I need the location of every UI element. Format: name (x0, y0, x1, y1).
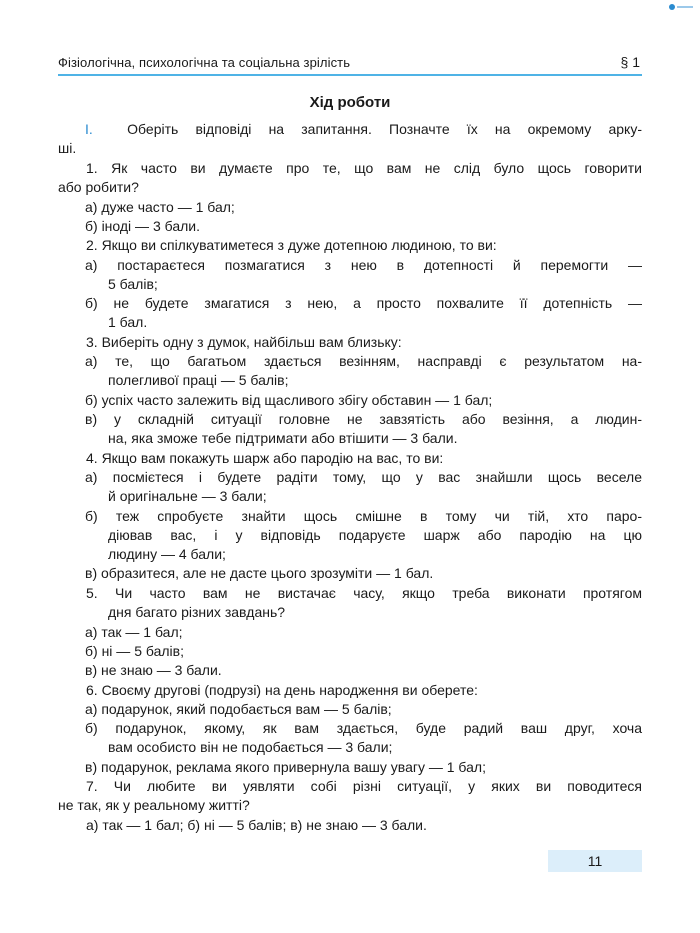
text-line: 2. Якщо ви спілкуватиметеся з дуже дотепною людиною, то ви: (86, 237, 497, 253)
text-line: б) ні — 5 балів; (85, 643, 184, 659)
text-line: 4. Якщо вам покажуть шарж або пародію на вас, то ви: (86, 450, 444, 466)
text-line: людину — 4 бали; (108, 546, 226, 562)
chapter-title: Фізіологічна, психологічна та соціальна зрілість (58, 55, 351, 70)
page-number: 11 (587, 853, 603, 869)
text-line: 5 балів; (108, 276, 158, 292)
page-number-box (548, 850, 642, 872)
task-text: Оберіть відповіді на запитання. Позначте їх на окремому арку- (127, 121, 643, 137)
text-line: діював вас, і у відповідь подаруєте шарж або пародію на цю (108, 527, 642, 543)
task-number: I. (85, 121, 93, 137)
text-line: 1 бал. (108, 314, 148, 330)
text-line: а) дуже часто — 1 бал; (85, 199, 235, 215)
text-line: в) образитеся, але не дасте цього зрозуміти — 1 бал. (85, 565, 434, 581)
text-line: вам особисто він не подобається — 3 бали; (108, 739, 393, 755)
text-line: 5. Чи часто вам не вистачає часу, якщо треба виконати протягом (86, 585, 642, 601)
text-line: а) постараєтеся позмагатися з нею в дотепності й перемогти — (85, 257, 642, 273)
text-line: на, яка зможе тебе підтримати або втішити — 3 бали. (108, 430, 458, 446)
text-line: а) так — 1 бал; б) ні — 5 балів; в) не знаю — 3 бали. (86, 817, 427, 833)
text-line: 7. Чи любите ви уявляти собі різні ситуації, у яких ви поводитеся (86, 778, 642, 794)
text-line: б) успіх часто залежить від щасливого збігу обставин — 1 бал; (85, 392, 493, 408)
text-line: не так, як у реальному житті? (58, 797, 250, 813)
task-line (58, 120, 642, 139)
text-line: б) не будете змагатися з нею, а просто похвалите її дотепність — (85, 295, 642, 311)
page-header (58, 52, 642, 74)
task-line: ші. (58, 140, 77, 156)
text-line: б) теж спробуєте знайти щось смішне в тому чи тій, хто паро- (85, 508, 642, 524)
page-heading: Хід роботи (309, 94, 391, 111)
text-line: в) подарунок, реклама якого привернула вашу увагу — 1 бал; (85, 759, 486, 775)
text-line: 1. Як часто ви думаєте про те, що вам не слід було щось говорити (86, 160, 642, 176)
text-line: а) подарунок, який подобається вам — 5 балів; (85, 701, 392, 717)
text-line: б) подарунок, якому, як вам здається, буде радий ваш друг, хоча (85, 720, 642, 736)
text-line: 3. Виберіть одну з думок, найбільш вам близьку: (86, 334, 402, 350)
text-line: а) посмієтеся і будете радіти тому, що у вас знайшли щось веселе (85, 469, 642, 485)
header-rule (58, 74, 642, 76)
text-line: в) у складній ситуації головне не завзятість або везіння, а людин- (85, 411, 642, 427)
text-line: полегливої праці — 5 балів; (108, 372, 289, 388)
text-line: а) так — 1 бал; (85, 624, 183, 640)
text-line: а) те, що багатьом здається везінням, насправді є результатом на- (85, 353, 642, 369)
text-line: в) не знаю — 3 бали. (85, 662, 222, 678)
text-line: або робити? (58, 179, 139, 195)
text-line: 6. Своєму другові (подрузі) на день народження ви оберете: (86, 682, 478, 698)
text-line: дня багато різних завдань? (108, 604, 286, 620)
publisher-mark-icon (669, 3, 695, 11)
section-number: § 1 (620, 54, 640, 70)
text-line: б) іноді — 3 бали. (85, 218, 200, 234)
text-line: й оригінальне — 3 бали; (108, 488, 267, 504)
